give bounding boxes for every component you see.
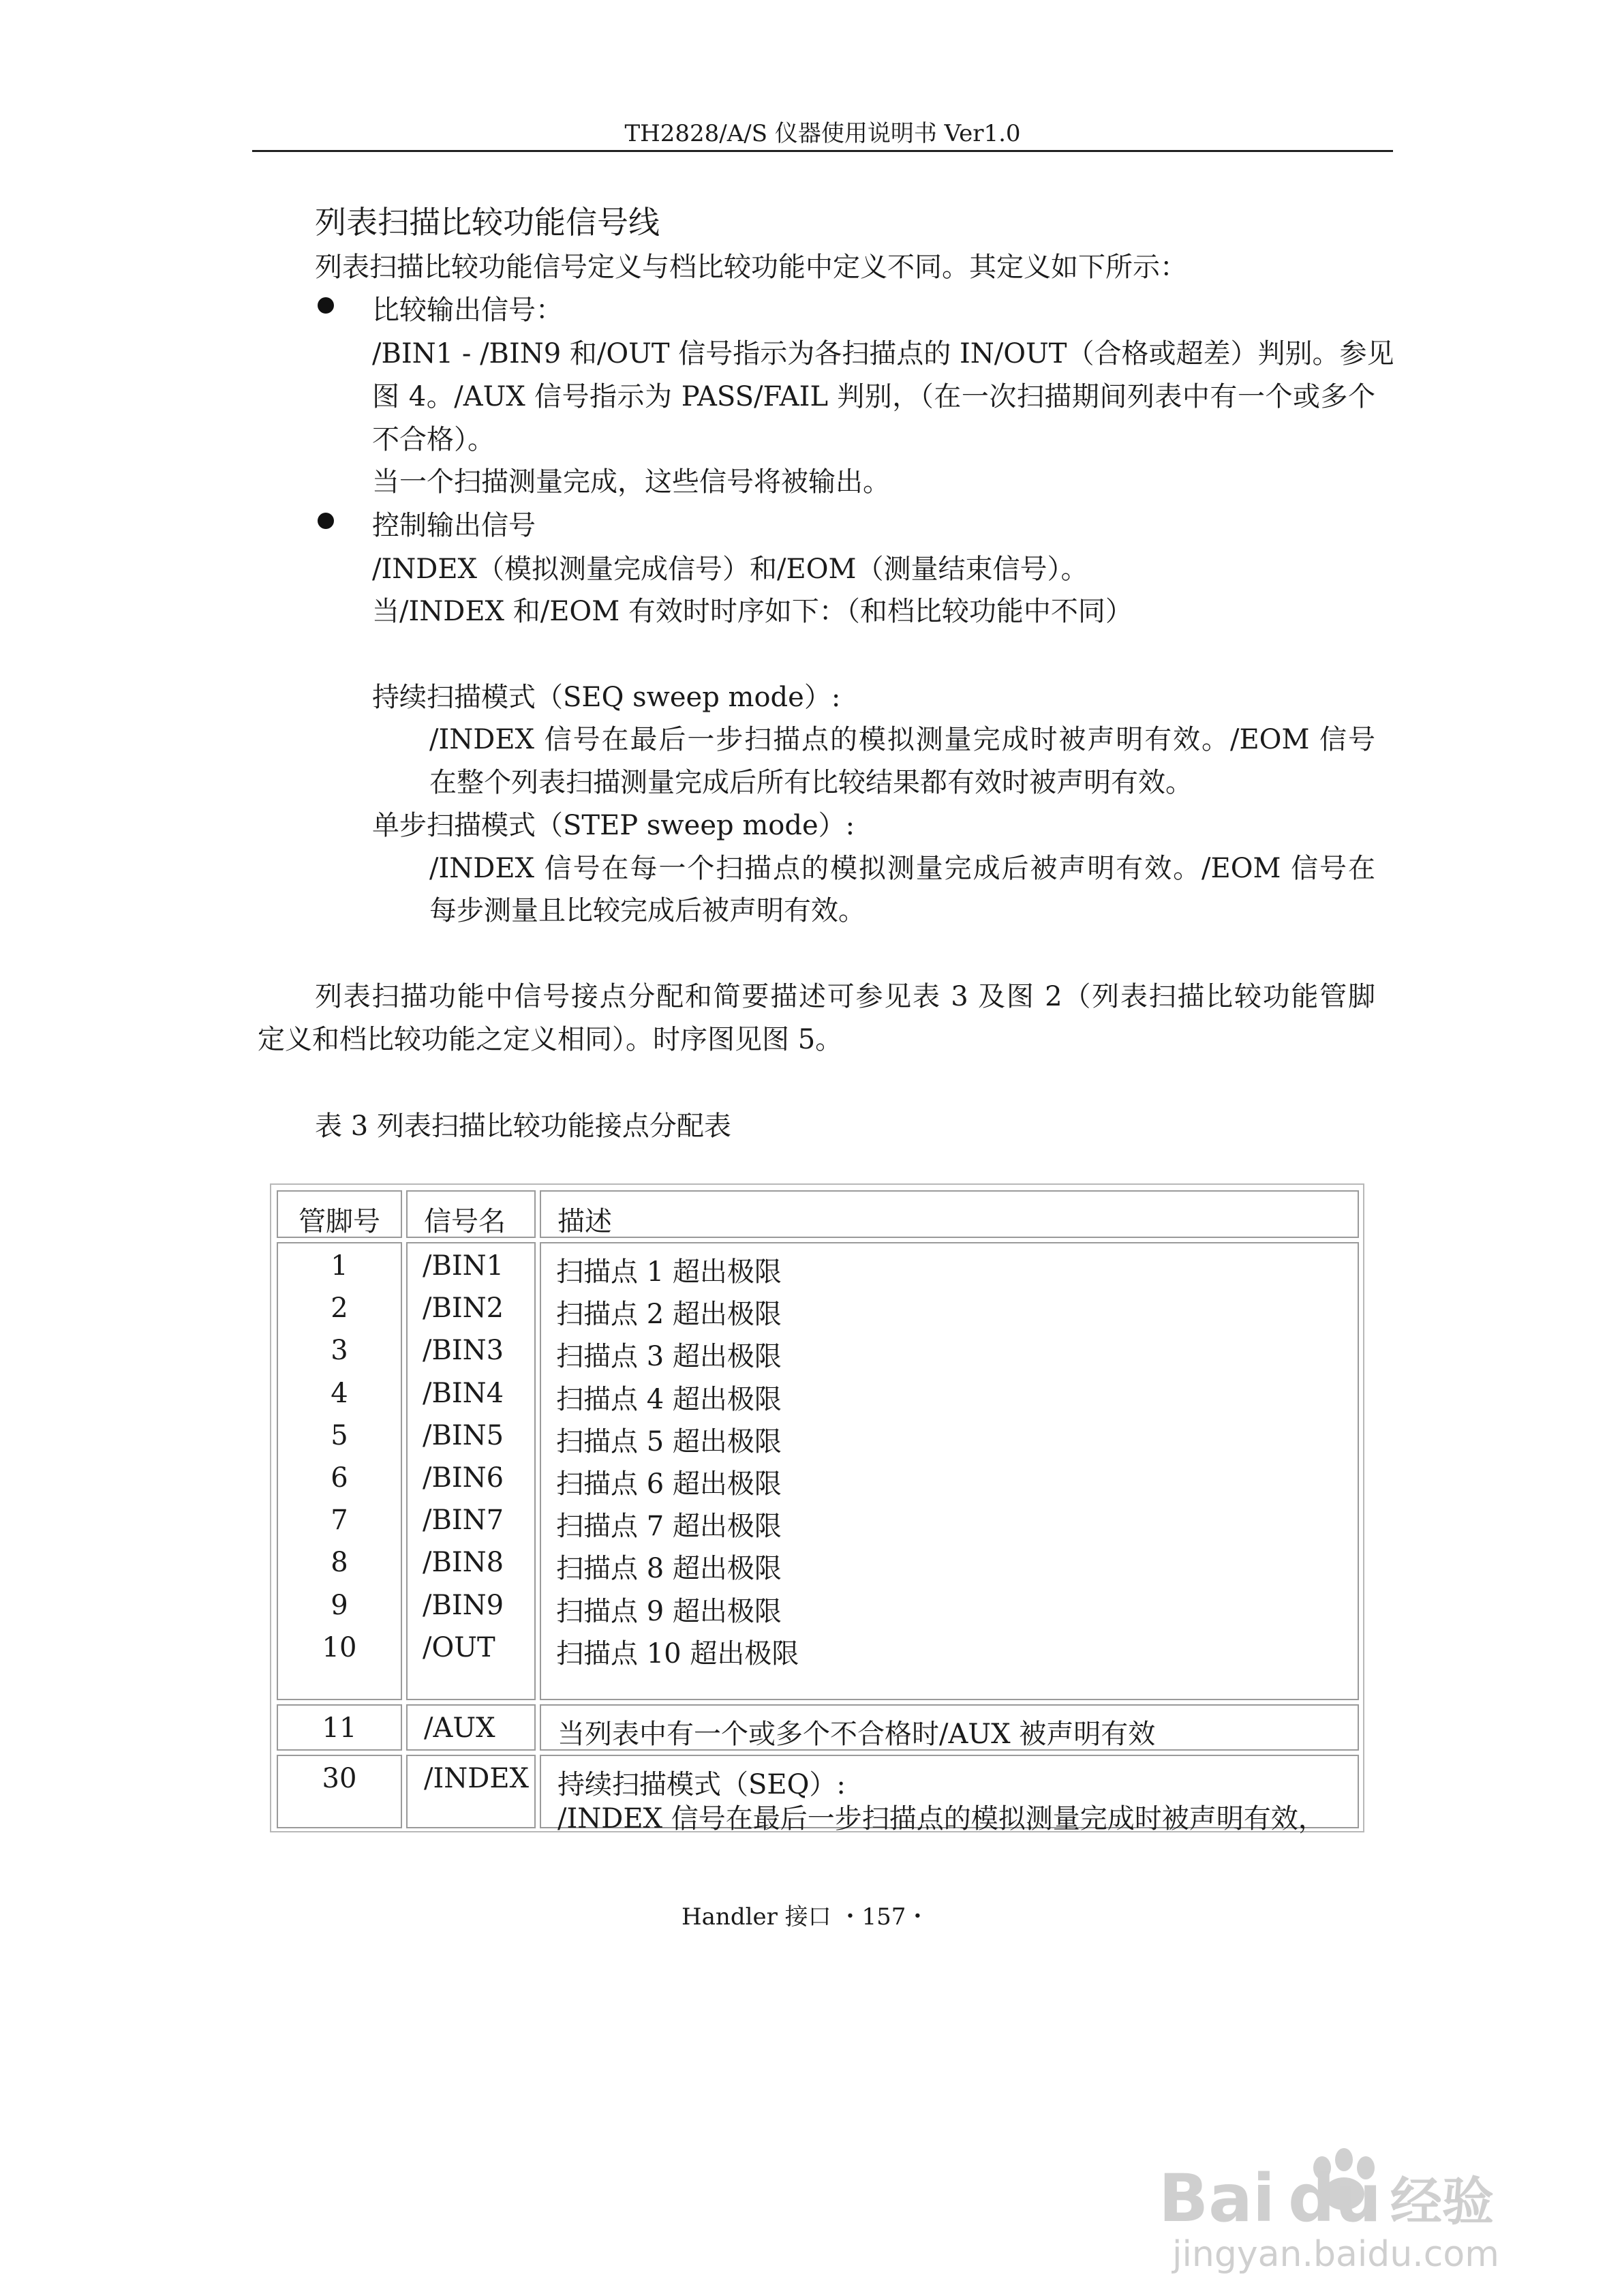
signal-desc: 扫描点 1 超出极限 [556,1256,782,1288]
watermark-brand-2: du [1288,2160,1382,2237]
body-line: /INDEX 信号在最后一步扫描点的模拟测量完成时被声明有效。/EOM 信号 [429,724,1375,755]
header-pin: 管脚号 [299,1206,380,1237]
signal-desc: 扫描点 10 超出极限 [556,1638,799,1670]
table-cell [277,1704,402,1751]
table-cell [540,1704,1359,1751]
signal-desc: 扫描点 7 超出极限 [556,1511,782,1542]
signal-desc: 扫描点 9 超出极限 [556,1596,782,1627]
pin-number: 8 [331,1547,348,1578]
signal-name: /BIN4 [423,1378,504,1409]
bullet-dot [318,297,334,314]
signal-desc: 扫描点 4 超出极限 [556,1384,782,1415]
body-line: 图 4。/AUX 信号指示为 PASS/FAIL 判别，（在一次扫描期间列表中有一个或多个 [372,381,1375,412]
pin-number: 10 [322,1632,357,1663]
pin-number: 3 [331,1335,348,1366]
body-line: 定义和档比较功能之定义相同）。时序图见图 5。 [258,1024,843,1055]
table-cell [540,1755,1359,1834]
header-rule [252,150,1393,152]
signal-name: /BIN9 [423,1590,504,1621]
body-line: 当/INDEX 和/EOM 有效时时序如下：（和档比较功能中不同） [372,596,1133,627]
signal-desc: 扫描点 3 超出极限 [556,1341,782,1372]
table-header-cell [540,1190,1359,1238]
pin-number: 30 [322,1763,357,1794]
pin-table [270,1183,1364,1832]
paw-logo-icon [1152,2141,1547,2277]
pin-number: 6 [331,1462,348,1494]
pin-number: 9 [331,1590,348,1621]
running-header: TH2828/A/S 仪器使用说明书 Ver1.0 [624,120,1021,147]
pin-number: 7 [331,1505,348,1536]
bullet-label: 比较输出信号： [372,294,563,326]
watermark-suffix: 经验 [1390,2171,1494,2232]
signal-name: /BIN3 [423,1335,504,1366]
watermark-brand: Bai [1159,2160,1275,2237]
table-header-cell [277,1190,402,1238]
pin-number: 5 [331,1420,348,1451]
table-caption: 表 3 列表扫描比较功能接点分配表 [315,1111,731,1142]
intro-text: 列表扫描比较功能信号定义与档比较功能中定义不同。其定义如下所示： [315,252,1187,283]
signal-desc: /INDEX 信号在最后一步扫描点的模拟测量完成时被声明有效， [557,1803,1326,1834]
bullet-label: 控制输出信号 [372,510,536,541]
signal-name: /BIN6 [423,1462,504,1494]
signal-desc: 当列表中有一个或多个不合格时/AUX 被声明有效 [557,1719,1156,1750]
signal-name: /BIN8 [423,1547,504,1578]
table-cell [406,1704,536,1751]
pin-number: 2 [331,1293,348,1324]
signal-name: /BIN5 [423,1420,504,1451]
body-line: 列表扫描功能中信号接点分配和简要描述可参见表 3 及图 2（列表扫描比较功能管脚 [315,981,1375,1012]
signal-name: /INDEX [424,1763,530,1794]
signal-name: /OUT [423,1632,495,1663]
signal-desc: 持续扫描模式（SEQ）: [557,1769,846,1800]
body-line: 在整个列表扫描测量完成后所有比较结果都有效时被声明有效。 [429,767,1193,798]
signal-desc: 扫描点 6 超出极限 [556,1468,782,1500]
body-line: 每步测量且比较完成后被声明有效。 [429,895,866,926]
table-cell [277,1755,402,1828]
signal-desc: 扫描点 8 超出极限 [556,1553,782,1584]
pin-number: 11 [322,1712,357,1744]
signal-name: /BIN2 [423,1293,504,1324]
mode-title-seq: 持续扫描模式（SEQ sweep mode）: [372,682,841,713]
mode-title-step: 单步扫描模式（STEP sweep mode）: [372,810,855,841]
signal-name: /BIN1 [423,1250,504,1282]
body-line: /INDEX 信号在每一个扫描点的模拟测量完成后被声明有效。/EOM 信号在 [429,853,1375,884]
body-line: 当一个扫描测量完成，这些信号将被输出。 [372,466,890,498]
pin-number: 1 [331,1250,348,1282]
body-line: 不合格）。 [372,424,495,455]
table-cell [406,1755,536,1828]
page-footer: Handler 接口 ・157・ [682,1903,930,1931]
signal-desc: 扫描点 2 超出极限 [556,1299,782,1330]
pin-number: 4 [331,1378,348,1409]
body-line: /INDEX（模拟测量完成信号）和/EOM（测量结束信号）。 [372,554,1088,585]
header-signal: 信号名 [424,1206,506,1237]
signal-name: /BIN7 [423,1505,504,1536]
signal-name: /AUX [424,1712,495,1744]
body-line: /BIN1 - /BIN9 和/OUT 信号指示为各扫描点的 IN/OUT（合格或超差）判别。参见 [372,338,1394,369]
table-header-cell [406,1190,536,1238]
signal-desc: 扫描点 5 超出极限 [556,1426,782,1457]
section-title: 列表扫描比较功能信号线 [315,204,660,241]
watermark-url: jingyan.baidu.com [1172,2234,1499,2275]
header-desc: 描述 [557,1206,612,1237]
bullet-dot [318,513,334,529]
baidu-watermark [1152,2141,1547,2277]
